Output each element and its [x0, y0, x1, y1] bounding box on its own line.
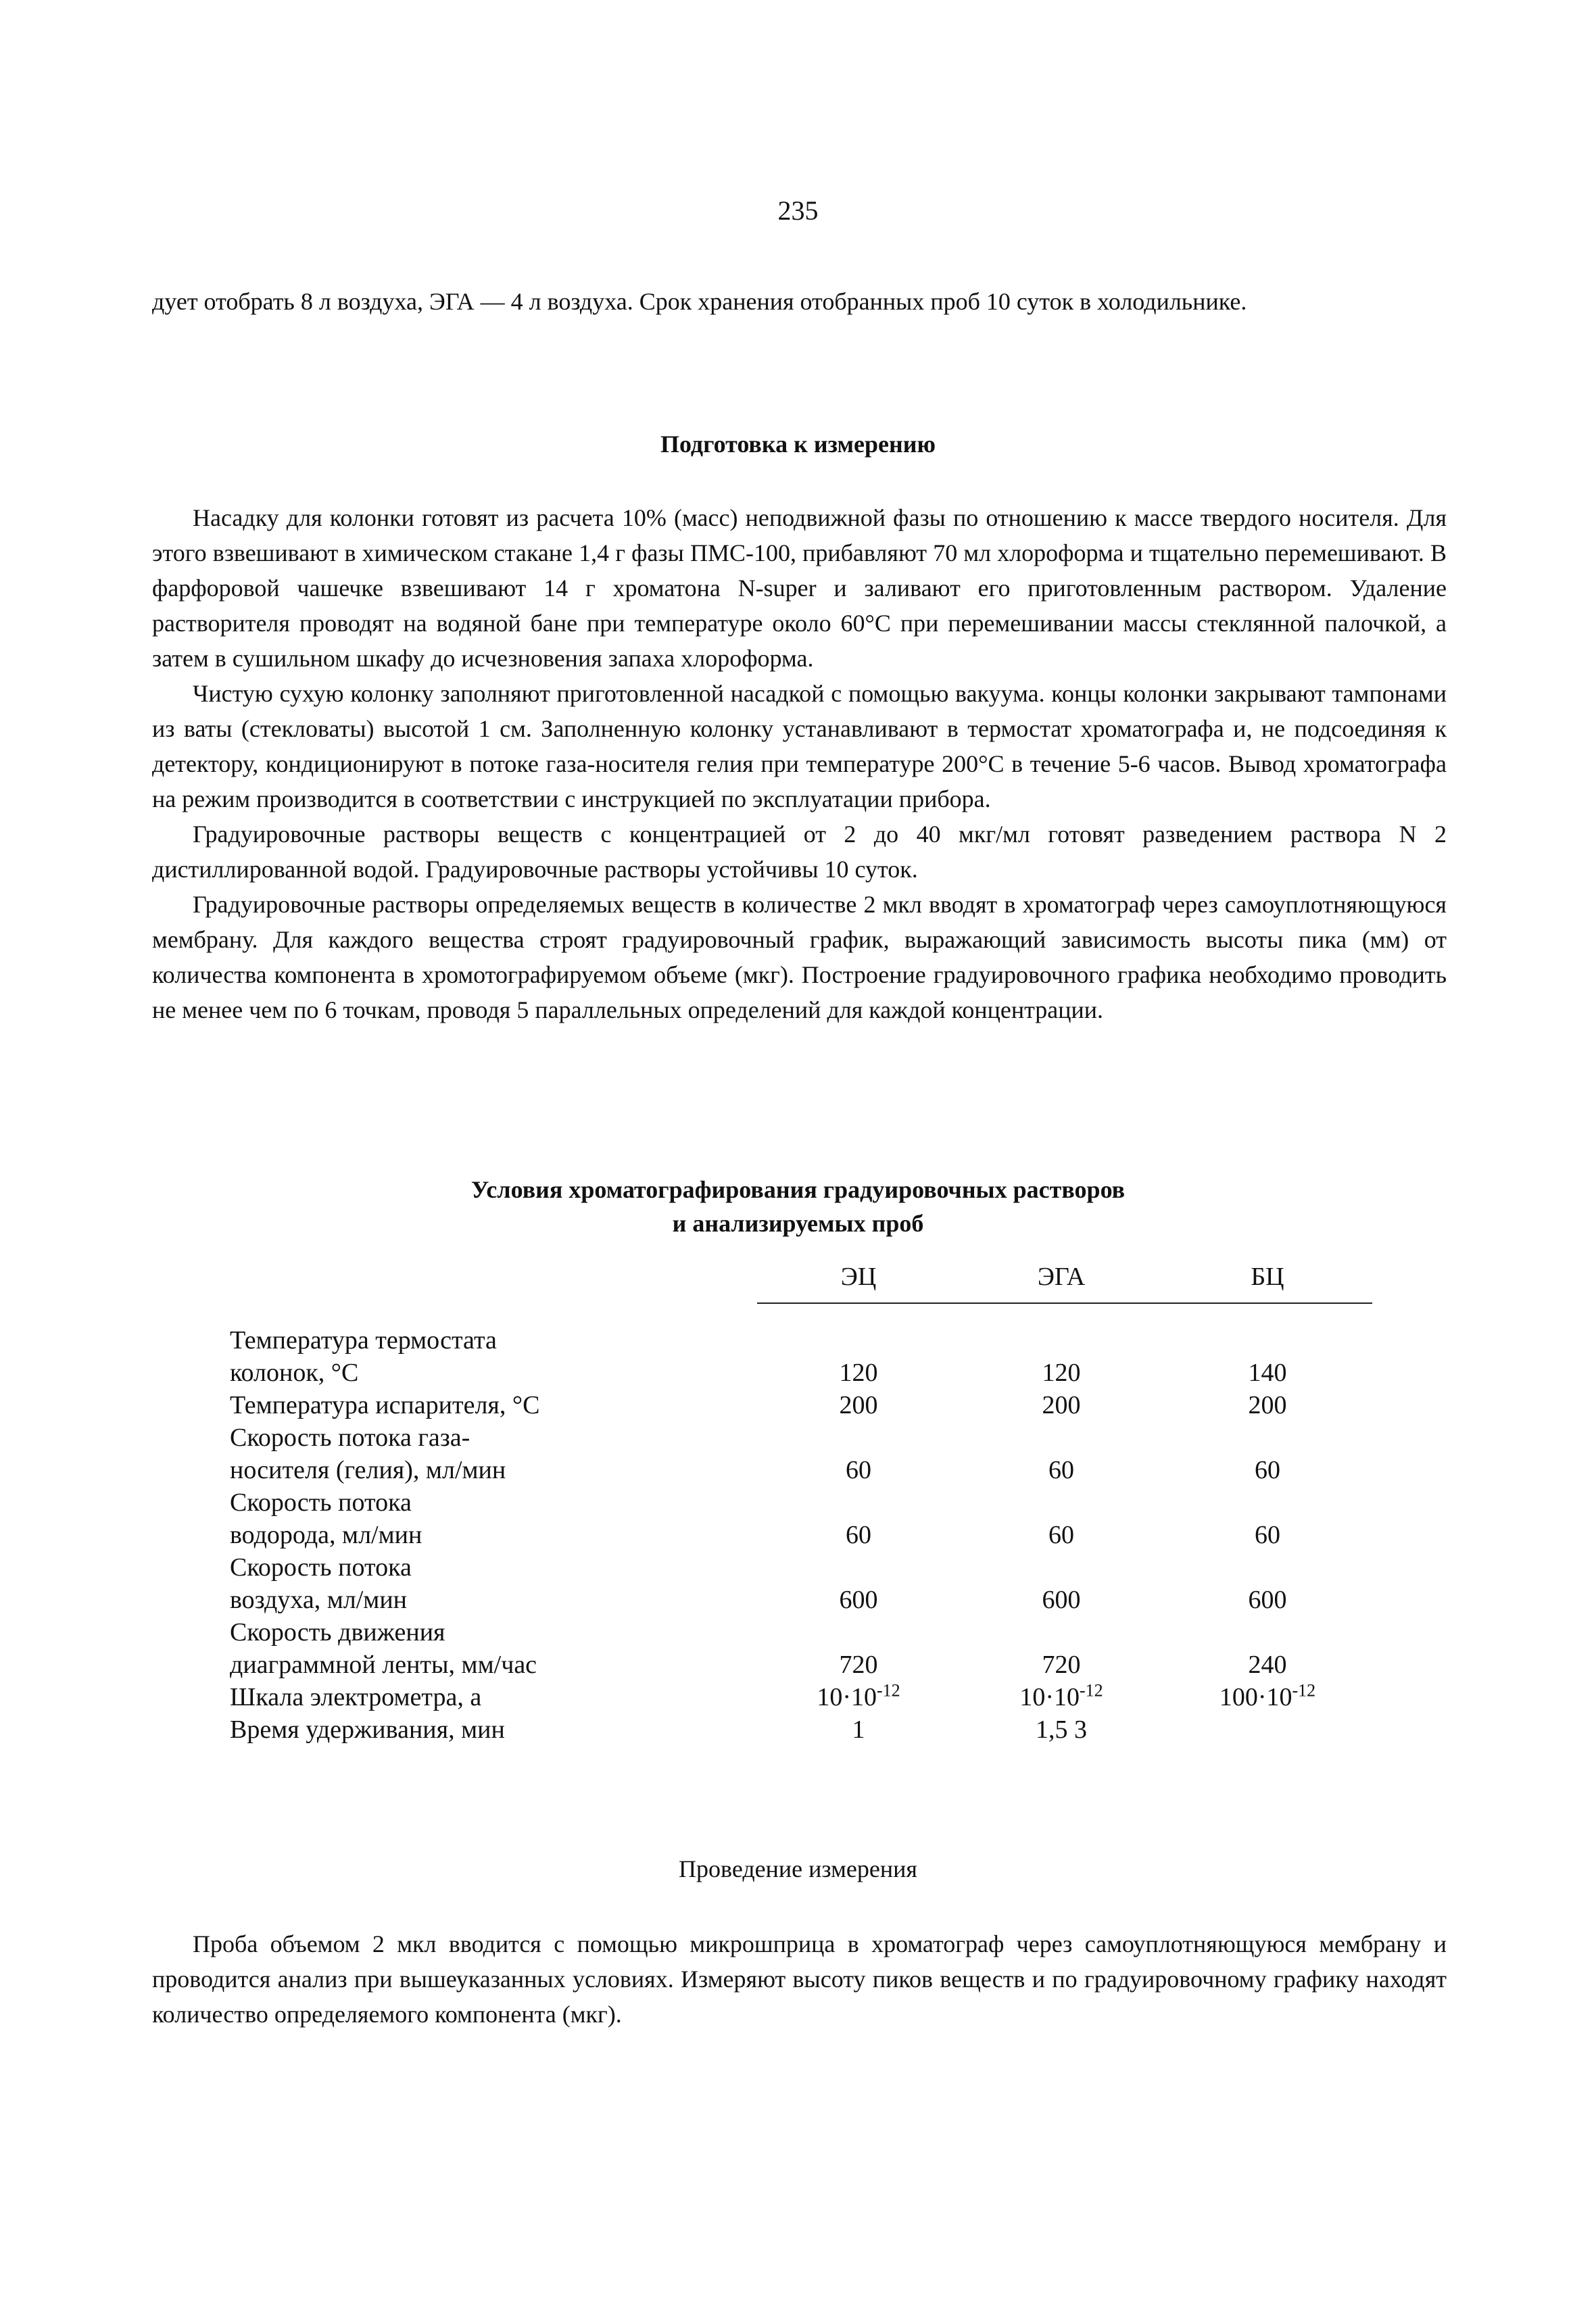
cell-value: 60: [846, 1456, 871, 1484]
table-title-line-2: и анализируемых проб: [672, 1210, 924, 1237]
cell-value: 60: [1255, 1521, 1280, 1549]
table-row: [230, 1713, 1372, 1746]
row-label: Время удерживания, мин: [230, 1715, 505, 1744]
cell-value: 120: [1042, 1359, 1081, 1387]
cell-value: 60: [1255, 1456, 1280, 1484]
cell-value: 200: [1248, 1391, 1287, 1419]
page-number: 235: [777, 195, 819, 226]
intro-paragraph: дует отобрать 8 л воздуха, ЭГА — 4 л воздуха. Срок хранения отобранных проб 10 суток в холодильнике.: [152, 288, 1247, 315]
chromatography-conditions-table: [230, 1261, 1372, 1746]
intro-text: [152, 284, 1447, 319]
table-row: [230, 1324, 1372, 1389]
cell-value: 600: [839, 1586, 878, 1614]
row-label: Скорость движения диаграммной ленты, мм/час: [230, 1618, 537, 1679]
table-row: [230, 1389, 1372, 1421]
cell-value: $10\cdot 10^{-12}$: [817, 1680, 900, 1711]
cell-value: 600: [1248, 1586, 1287, 1614]
measurement-text: [152, 1926, 1447, 2032]
table-row: [230, 1616, 1372, 1681]
paragraph: Насадку для колонки готовят из расчета 10% (масс) неподвижной фазы по отношению к массе твердого носителя. Для этого взвешивают в химическом стакане 1,4 г фазы ПМС-100, прибавляют 70 мл хлороформа и тщательно перемешивают. В фарфоровой чашечке взвешивают 14 г хроматона N-super и заливают его приготовленным раствором. Удаление растворителя проводят на водяной бане при температуре около 60°С при перемешивании массы стеклянной палочкой, а затем в сушильном шкафу до исчезновения запаха хлороформа.: [152, 504, 1447, 672]
cell-value: 60: [1048, 1521, 1074, 1549]
paragraph: Чистую сухую колонку заполняют приготовленной насадкой с помощью вакуума. концы колонки закрывают тампонами из ваты (стекловаты) высотой 1 см. Заполненную колонку устанавливают в термостат хроматографа и, не подсоединяя к детектору, кондиционируют в потоке газа-носителя гелия при температуре 200°С в течение 5-6 часов. Вывод хроматографа на режим производится в соответствии с инструкцией по эксплуатации прибора.: [152, 680, 1447, 812]
table-row: [230, 1421, 1372, 1486]
table-title: [0, 1173, 1596, 1240]
cell-value: 60: [1048, 1456, 1074, 1484]
cell-value: 1: [852, 1715, 865, 1744]
column-header: БЦ: [1163, 1261, 1372, 1303]
section-heading-preparation: Подготовка к измерению: [660, 431, 936, 458]
cell-value: 60: [846, 1521, 871, 1549]
cell-value: $100\cdot 10^{-12}$: [1219, 1680, 1316, 1711]
row-label: Скорость потока воздуха, мл/мин: [230, 1553, 412, 1614]
cell-value: 120: [839, 1359, 878, 1387]
table-title-line-1: Условия хроматографирования градуировочных растворов: [470, 1176, 1126, 1203]
cell-value: [1163, 1713, 1372, 1746]
cell-value: 140: [1248, 1359, 1287, 1387]
table-row: [230, 1551, 1372, 1616]
cell-value: $10\cdot 10^{-12}$: [1019, 1680, 1103, 1711]
cell-value: 200: [1042, 1391, 1081, 1419]
cell-value: 1,5 3: [1036, 1715, 1087, 1744]
table-header-row: [230, 1261, 1372, 1303]
column-header: ЭЦ: [757, 1261, 960, 1303]
table-row: [230, 1486, 1372, 1551]
paragraph: Проба объемом 2 мкл вводится с помощью микрошприца в хроматограф через самоуплотняющуюся мембрану и проводится анализ при вышеуказанных условиях. Измеряют высоту пиков веществ и по градуировочному графику находят количество определяемого компонента (мкг).: [152, 1930, 1447, 2028]
row-label: Температура термостата колонок, °С: [230, 1326, 497, 1387]
cell-value: 600: [1042, 1586, 1081, 1614]
preparation-text: [152, 500, 1447, 1027]
paragraph: Градуировочные растворы веществ с концентрацией от 2 до 40 мкг/мл готовят разведением раствора N 2 дистиллированной водой. Градуировочные растворы устойчивы 10 суток.: [152, 821, 1447, 883]
paragraph: Градуировочные растворы определяемых веществ в количестве 2 мкл вводят в хроматограф через самоуплотняющуюся мембрану. Для каждого вещества строят градуировочный график, выражающий зависимость высоты пика (мм) от количества компонента в хромотографируемом объеме (мкг). Построение градуировочного графика необходимо проводить не менее чем по 6 точкам, проводя 5 параллельных определений для каждой концентрации.: [152, 891, 1447, 1023]
row-label: Скорость потока газа- носителя (гелия), мл/мин: [230, 1423, 506, 1484]
row-label: Скорость потока водорода, мл/мин: [230, 1488, 422, 1549]
cell-value: 200: [839, 1391, 878, 1419]
row-label: Температура испарителя, °С: [230, 1391, 540, 1419]
cell-value: 720: [839, 1651, 878, 1679]
row-label: Шкала электрометра, а: [230, 1683, 482, 1711]
cell-value: 240: [1248, 1651, 1287, 1679]
cell-value: 720: [1042, 1651, 1081, 1679]
table-header-blank: [230, 1261, 757, 1303]
column-header: ЭГА: [960, 1261, 1163, 1303]
section-heading-measurement: Проведение измерения: [679, 1855, 917, 1882]
table-row: [230, 1681, 1372, 1713]
